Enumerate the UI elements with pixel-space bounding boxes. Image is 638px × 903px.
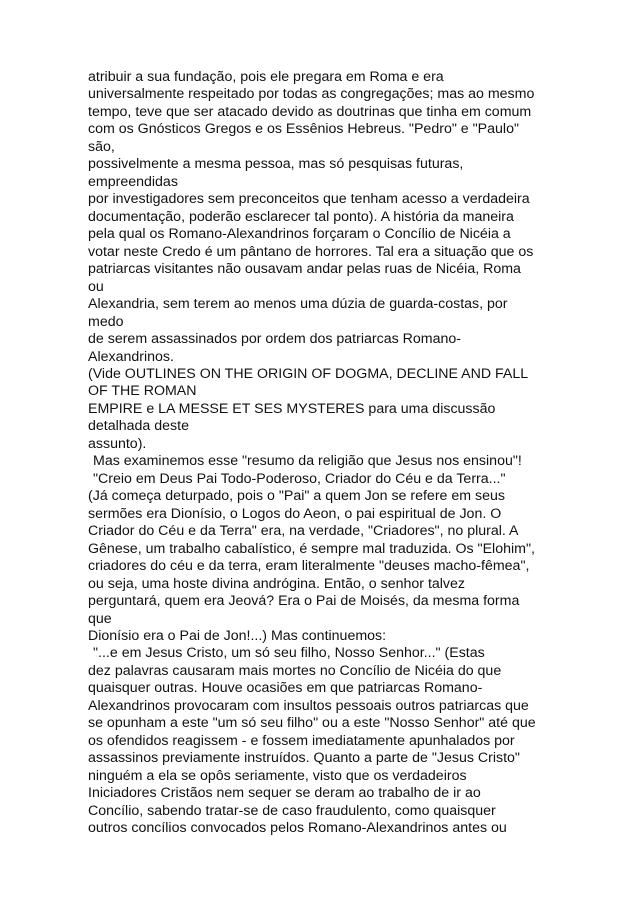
text-line: assunto). xyxy=(88,435,147,452)
text-line: Alexandrinos provocaram com insultos pessoais outros patriarcas que xyxy=(88,697,529,714)
text-line: ninguém a ela se opôs seriamente, visto que os verdadeiros xyxy=(88,767,467,784)
text-line: Gênese, um trabalho cabalístico, é sempre mal traduzida. Os "Elohim", xyxy=(88,540,535,557)
text-line: EMPIRE e LA MESSE ET SES MYSTERES para uma discussão xyxy=(88,400,496,417)
text-line: dez palavras causaram mais mortes no Concílio de Nicéia do que xyxy=(88,662,502,679)
text-line: são, xyxy=(88,138,115,155)
text-line: possivelmente a mesma pessoa, mas só pesquisas futuras, xyxy=(88,156,464,173)
document-body xyxy=(88,69,628,838)
text-line: empreendidas xyxy=(88,173,178,190)
text-line: se opunham a este "um só seu filho" ou a este "Nosso Senhor" até que xyxy=(88,715,536,732)
text-line: (Já começa deturpado, pois o "Pai" a quem Jon se refere em seus xyxy=(88,488,506,505)
text-line: Concílio, sabendo tratar-se de caso fraudulento, como quaisquer xyxy=(88,802,496,819)
text-line: Criador do Céu e da Terra" era, na verdade, "Criadores", no plural. A xyxy=(88,523,519,540)
text-line: medo xyxy=(88,313,124,330)
text-line: votar neste Credo é um pântano de horrores. Tal era a situação que os xyxy=(88,243,534,260)
text-line: Dionísio era o Pai de Jon!...) Mas continuemos: xyxy=(88,628,387,644)
text-line: Iniciadores Cristãos nem sequer se deram ao trabalho de ir ao xyxy=(88,785,481,802)
text-line: atribuir a sua fundação, pois ele pregara em Roma e era xyxy=(88,69,444,85)
text-line: criadores do céu e da terra, eram literalmente "deuses macho-fêmea", xyxy=(88,558,530,575)
text-line: tempo, teve que ser atacado devido as doutrinas que tinha em comum xyxy=(88,103,532,120)
text-line: Mas examinemos esse "resumo da religião que Jesus nos ensinou"! xyxy=(93,453,522,470)
text-line: perguntará, quem era Jeová? Era o Pai de Moisés, da mesma forma xyxy=(88,593,520,610)
text-line: com os Gnósticos Gregos e os Essênios Hebreus. "Pedro" e "Paulo" xyxy=(88,121,520,138)
text-line: que xyxy=(88,610,112,627)
text-line: assassinos previamente instruídos. Quanto a parte de "Jesus Cristo" xyxy=(88,750,520,767)
text-line: patriarcas visitantes não ousavam andar pelas ruas de Nicéia, Roma xyxy=(88,261,521,278)
text-line: "...e em Jesus Cristo, um só seu filho, Nosso Senhor..." (Estas xyxy=(93,645,485,662)
text-line: por investigadores sem preconceitos que tenham acesso a verdadeira xyxy=(88,191,530,208)
text-line: pela qual os Romano-Alexandrinos forçaram o Concílio de Nicéia a xyxy=(88,226,511,243)
text-line: de serem assassinados por ordem dos patriarcas Romano- xyxy=(88,331,461,348)
text-line: Alexandrinos. xyxy=(88,348,174,365)
text-line: ou xyxy=(88,278,104,295)
text-line: os ofendidos reagissem - e fossem imediatamente apunhalados por xyxy=(88,732,515,749)
text-line: universalmente respeitado por todas as congregações; mas ao mesmo xyxy=(88,86,535,103)
text-line: Alexandria, sem terem ao menos uma dúzia de guarda-costas, por xyxy=(88,296,508,313)
text-line: detalhada deste xyxy=(88,418,189,435)
text-line: (Vide OUTLINES ON THE ORIGIN OF DOGMA, DECLINE AND FALL xyxy=(88,365,529,382)
text-line: outros concílios convocados pelos Romano-Alexandrinos antes ou xyxy=(88,820,507,837)
text-line: sermões era Dionísio, o Logos do Aeon, o pai espiritual de Jon. O xyxy=(88,505,502,522)
text-line: OF THE ROMAN xyxy=(88,383,197,400)
text-line: ou seja, uma hoste divina andrógina. Então, o senhor talvez xyxy=(88,575,466,592)
text-line: "Creio em Deus Pai Todo-Poderoso, Criador do Céu e da Terra..." xyxy=(93,470,506,487)
text-line: quaisquer outras. Houve ocasiões em que patriarcas Romano- xyxy=(88,680,483,697)
text-line: documentação, poderão esclarecer tal ponto). A história da maneira xyxy=(88,208,514,225)
